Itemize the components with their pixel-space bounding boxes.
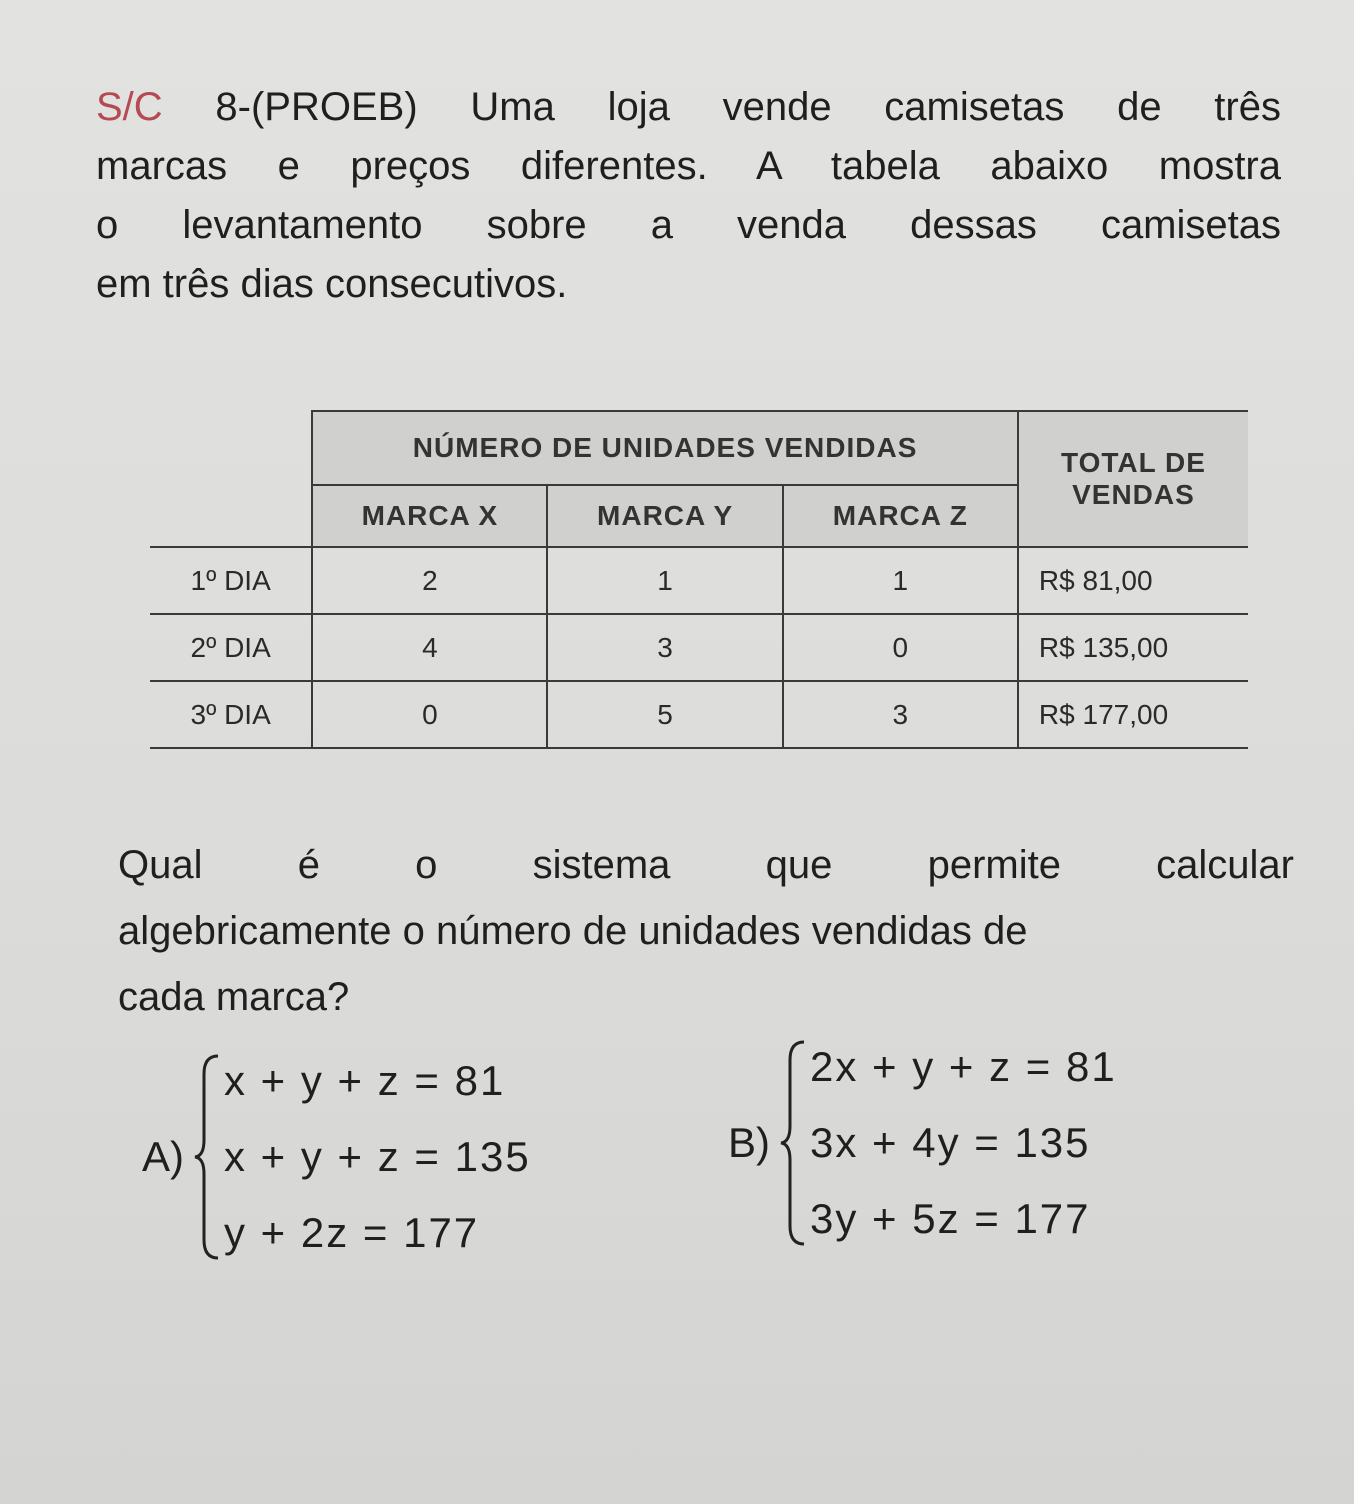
corner-cell — [150, 411, 312, 547]
cell-y: 5 — [547, 681, 782, 748]
sales-table-container — [150, 410, 1248, 749]
prompt-line-2: algebricamente o número de unidades vendidas de — [118, 909, 1028, 953]
cell-y: 1 — [547, 547, 782, 614]
option-b[interactable] — [728, 1038, 1117, 1248]
table-header-row — [150, 411, 1248, 485]
prompt-line-1: Qual é o sistema que permite calcular — [118, 843, 1294, 887]
table-row — [150, 681, 1248, 748]
question-code: S/C — [96, 85, 163, 129]
equation: x + y + z = 135 — [224, 1133, 531, 1180]
cell-z: 0 — [783, 614, 1018, 681]
day-label: 2º DIA — [150, 614, 312, 681]
intro-line-3: o levantamento sobre a venda dessas camisetas — [96, 203, 1281, 247]
option-b-letter: B) — [728, 1119, 770, 1166]
intro-line-4: em três dias consecutivos. — [96, 262, 568, 306]
table-row — [150, 614, 1248, 681]
cell-z: 3 — [783, 681, 1018, 748]
cell-total: R$ 177,00 — [1018, 681, 1248, 748]
equation: 3y + 5z = 177 — [810, 1195, 1091, 1242]
column-header-z: MARCA Z — [783, 485, 1018, 547]
sales-table — [150, 410, 1248, 749]
option-a[interactable] — [142, 1052, 531, 1262]
equation-system-a — [192, 1052, 531, 1262]
table-row — [150, 547, 1248, 614]
equation: x + y + z = 81 — [224, 1057, 506, 1104]
question-intro — [96, 78, 1281, 314]
cell-total: R$ 81,00 — [1018, 547, 1248, 614]
day-label: 3º DIA — [150, 681, 312, 748]
left-brace-icon — [192, 1052, 224, 1262]
cell-z: 1 — [783, 547, 1018, 614]
column-header-y: MARCA Y — [547, 485, 782, 547]
intro-text-1: 8-(PROEB) Uma loja vende camisetas de três — [162, 85, 1281, 129]
prompt-line-3: cada marca? — [118, 975, 350, 1019]
equations-a — [224, 1052, 531, 1262]
equation: 2x + y + z = 81 — [810, 1043, 1117, 1090]
cell-x: 0 — [312, 681, 547, 748]
column-header-x: MARCA X — [312, 485, 547, 547]
cell-x: 2 — [312, 547, 547, 614]
equation-system-b — [778, 1038, 1117, 1248]
option-a-letter: A) — [142, 1133, 184, 1180]
cell-total: R$ 135,00 — [1018, 614, 1248, 681]
equations-b — [810, 1038, 1117, 1248]
cell-x: 4 — [312, 614, 547, 681]
left-brace-icon — [778, 1038, 810, 1248]
equation: y + 2z = 177 — [224, 1209, 480, 1256]
total-header: TOTAL DE VENDAS — [1018, 411, 1248, 547]
intro-line-2: marcas e preços diferentes. A tabela abaixo mostra — [96, 144, 1281, 188]
question-prompt — [118, 832, 1294, 1030]
intro-line-1 — [96, 78, 1281, 137]
day-label: 1º DIA — [150, 547, 312, 614]
cell-y: 3 — [547, 614, 782, 681]
group-header: NÚMERO DE UNIDADES VENDIDAS — [312, 411, 1018, 485]
equation: 3x + 4y = 135 — [810, 1119, 1091, 1166]
